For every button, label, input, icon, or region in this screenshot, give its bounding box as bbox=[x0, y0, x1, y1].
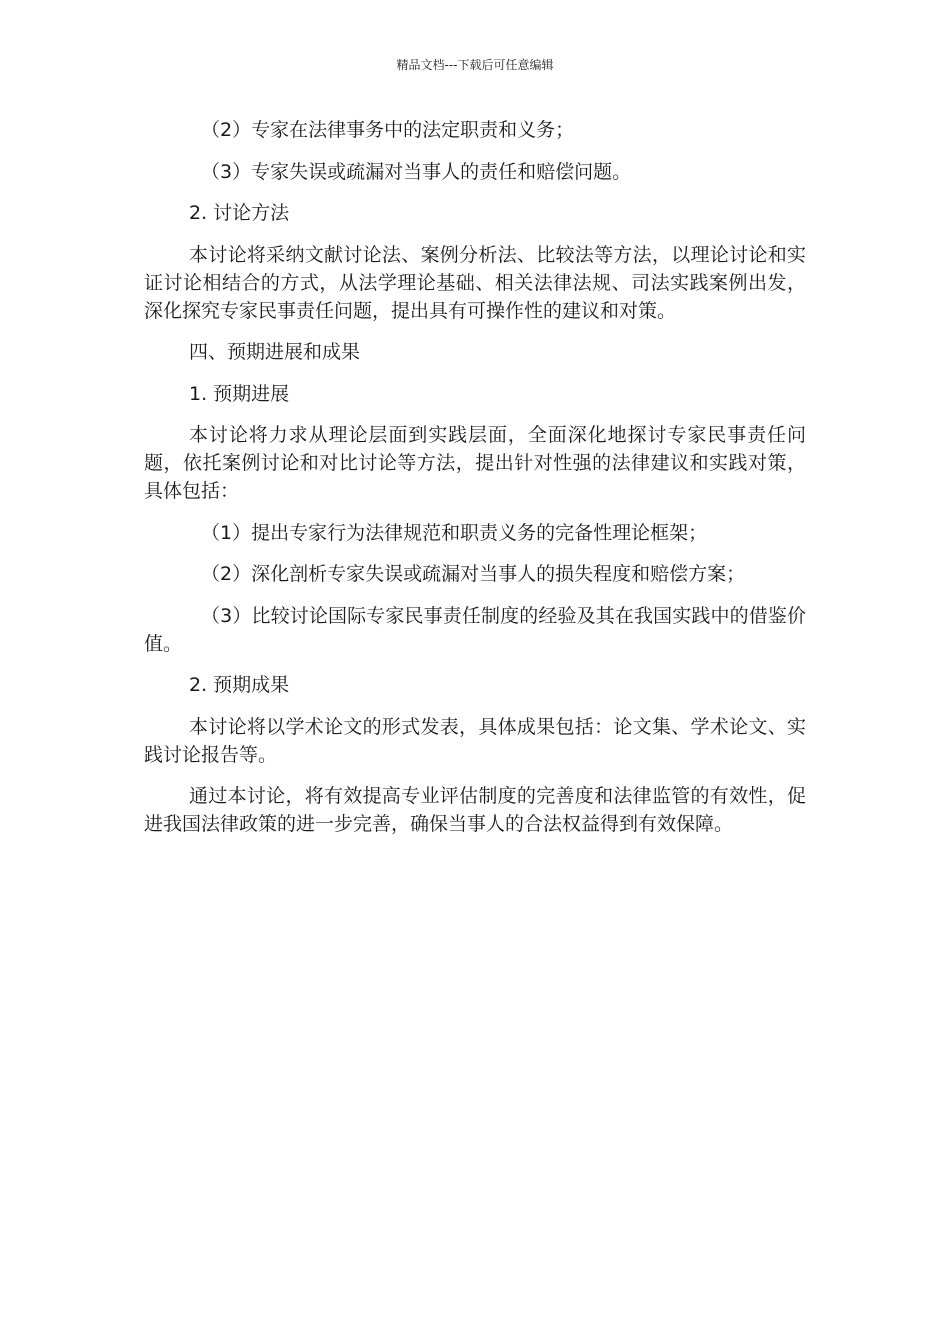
body-paragraph-method: 本讨论将采纳文献讨论法、案例分析法、比较法等方法，以理论讨论和实证讨论相结合的方式，从法学理论基础、相关法律法规、司法实践案例出发，深化探究专家民事责任问题，提出具有可操作性的建议和对策。 bbox=[144, 243, 806, 322]
body-paragraph-progress: 本讨论将力求从理论层面到实践层面，全面深化地探讨专家民事责任问题，依托案例讨论和对比讨论等方法，提出针对性强的法律建议和实践对策，具体包括： bbox=[144, 424, 806, 502]
section-heading-method: 2. 讨论方法 bbox=[189, 202, 290, 224]
section-heading-results: 2. 预期成果 bbox=[189, 674, 290, 696]
list-item-liability: （3）专家失误或疏漏对当事人的责任和赔偿问题。 bbox=[201, 160, 632, 183]
section-heading-expected: 四、预期进展和成果 bbox=[189, 341, 361, 363]
list-item-duty: （2）专家在法律事务中的法定职责和义务； bbox=[201, 119, 575, 141]
body-paragraph-conclusion: 通过本讨论，将有效提高专业评估制度的完善度和法律监管的有效性，促进我国法律政策的进一步完善，确保当事人的合法权益得到有效保障。 bbox=[144, 785, 806, 835]
list-item-comparison: （3）比较讨论国际专家民事责任制度的经验及其在我国实践中的借鉴价值。 bbox=[144, 604, 806, 655]
list-item-framework: （1）提出专家行为法律规范和职责义务的完备性理论框架； bbox=[201, 521, 708, 544]
page-header: 精品文档---下载后可任意编辑 bbox=[396, 58, 554, 72]
list-item-analysis: （2）深化剖析专家失误或疏漏对当事人的损失程度和赔偿方案； bbox=[201, 563, 746, 585]
document-body bbox=[144, 116, 806, 852]
section-heading-progress: 1. 预期进展 bbox=[189, 382, 290, 405]
body-paragraph-results: 本讨论将以学术论文的形式发表，具体成果包括：论文集、学术论文、实践讨论报告等。 bbox=[144, 715, 806, 766]
